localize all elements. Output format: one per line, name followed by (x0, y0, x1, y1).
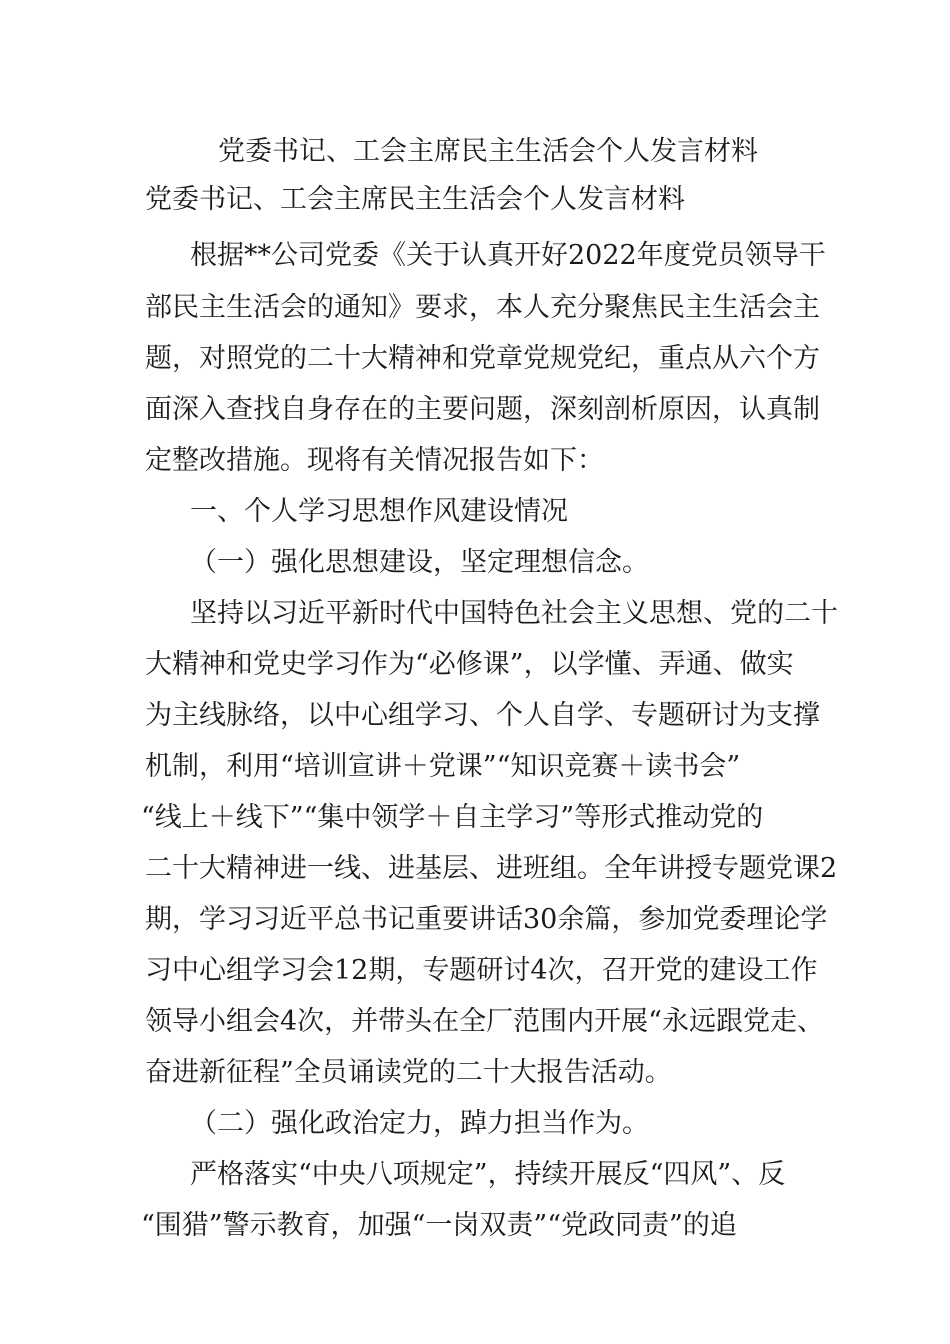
paragraph-line: 习中心组学习会12期，专题研讨4次，召开党的建设工作 (145, 955, 818, 986)
paragraph-line: 为主线脉络，以中心组学习、个人自学、专题研讨为支撑 (145, 700, 820, 731)
paragraph-line: 定整改措施。现将有关情况报告如下： (145, 445, 604, 476)
paragraph-line: 面深入查找自身存在的主要问题，深刻剖析原因，认真制 (145, 394, 820, 425)
paragraph-line: 期，学习习近平总书记重要讲话30余篇，参加党委理论学 (145, 904, 828, 935)
paragraph-line: “线上＋线下”“集中领学＋自主学习”等形式推动党的 (141, 802, 764, 833)
paragraph-line: 根据**公司党委《关于认真开好2022年度党员领导干 (190, 240, 826, 271)
paragraph-line: 严格落实“中央八项规定”，持续开展反“四风”、反 (190, 1159, 786, 1190)
document-subtitle: 党委书记、工会主席民主生活会个人发言材料 (145, 184, 685, 215)
paragraph-line: 奋进新征程”全员诵读党的二十大报告活动。 (145, 1057, 672, 1088)
section-heading: 一、个人学习思想作风建设情况 (190, 496, 568, 527)
document-title: 党委书记、工会主席民主生活会个人发言材料 (218, 136, 758, 167)
paragraph-line: 机制，利用“培训宣讲＋党课”“知识竞赛＋读书会” (145, 751, 741, 782)
subsection-heading: （一）强化思想建设，坚定理想信念。 (190, 547, 649, 578)
paragraph-line: 大精神和党史学习作为“必修课”，以学懂、弄通、做实 (145, 649, 794, 680)
paragraph-line: “围猎”警示教育，加强“一岗双责”“党政同责”的追 (141, 1210, 737, 1241)
subsection-heading: （二）强化政治定力，踔力担当作为。 (190, 1108, 649, 1139)
paragraph-line: 题，对照党的二十大精神和党章党规党纪，重点从六个方 (145, 343, 820, 374)
paragraph-line: 坚持以习近平新时代中国特色社会主义思想、党的二十 (190, 598, 838, 629)
paragraph-line: 二十大精神进一线、进基层、进班组。全年讲授专题党课2 (145, 853, 838, 884)
paragraph-line: 部民主生活会的通知》要求，本人充分聚焦民主生活会主 (145, 292, 820, 323)
paragraph-line: 领导小组会4次，并带头在全厂范围内开展“永远跟党走、 (145, 1006, 824, 1037)
